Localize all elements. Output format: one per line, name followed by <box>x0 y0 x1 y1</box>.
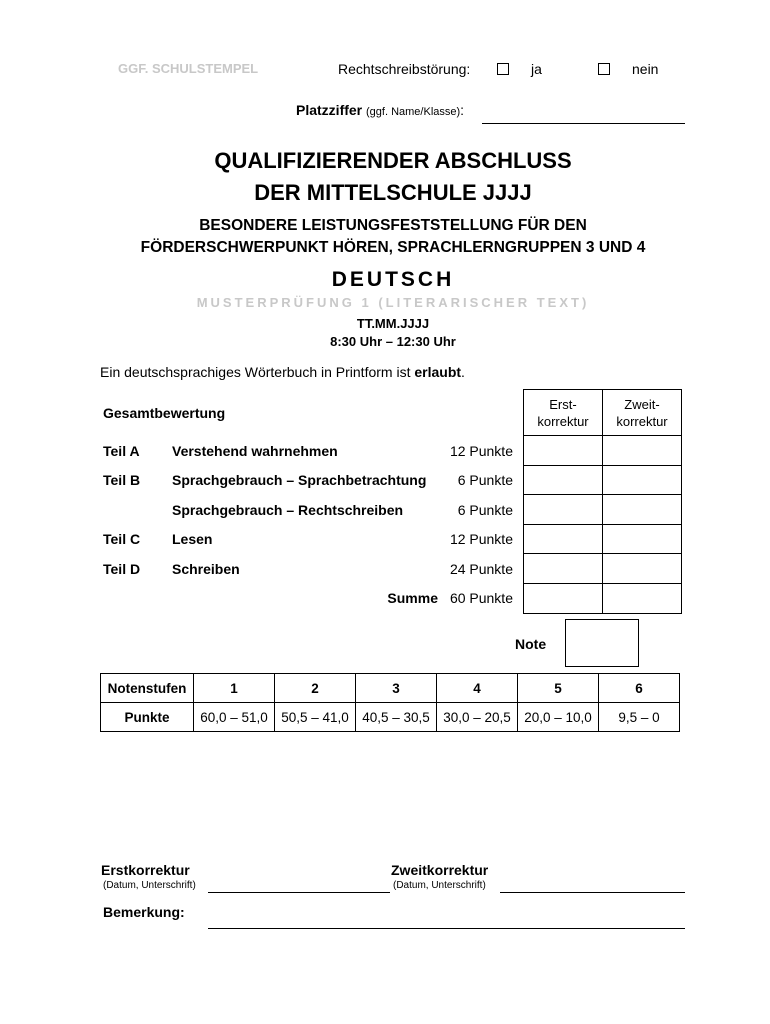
erst-score-cell[interactable] <box>524 465 603 495</box>
dyslexia-label: Rechtschreibstörung: <box>338 61 471 77</box>
part-points: 6 Punkte <box>457 472 513 488</box>
platzziffer-field[interactable] <box>482 123 685 124</box>
dictionary-end: . <box>461 364 465 380</box>
part-label: Teil A <box>103 443 140 459</box>
grade-scale-table <box>100 673 680 732</box>
zweit-header-line1: Zweit- <box>624 396 660 412</box>
grading-title: Gesamtbewertung <box>103 405 226 421</box>
school-stamp-placeholder: GGF. SCHULSTEMPEL <box>118 61 259 76</box>
exam-time: 8:30 Uhr – 12:30 Uhr <box>330 334 456 349</box>
points-range-cell: 60,0 – 51,0 <box>194 703 275 732</box>
grade-cell: 4 <box>437 674 518 703</box>
part-name: Sprachgebrauch – Rechtschreiben <box>172 502 404 518</box>
dyslexia-yes-label: ja <box>531 61 542 77</box>
subtitle-line1: BESONDERE LEISTUNGSFESTSTELLUNG FÜR DEN <box>199 217 587 234</box>
grade-cell: 2 <box>275 674 356 703</box>
erstkorrektur-header <box>524 390 603 436</box>
platzziffer-hint: (ggf. Name/Klasse) <box>366 106 461 118</box>
erst-header-line2: korrektur <box>537 413 589 429</box>
zweit-score-cell[interactable] <box>603 436 682 466</box>
part-label: Teil D <box>103 561 141 577</box>
erst-header-line1: Erst- <box>549 396 577 412</box>
subject-title: DEUTSCH <box>331 268 455 291</box>
subtitle-line2: FÖRDERSCHWERPUNKT HÖREN, SPRACHLERNGRUPPEN 3 UND 4 <box>140 239 646 256</box>
zweitkorrektur-signature-line[interactable] <box>500 892 685 893</box>
erst-score-cell[interactable] <box>524 495 603 525</box>
dyslexia-yes-checkbox[interactable] <box>497 63 509 75</box>
grade-cell: 5 <box>518 674 599 703</box>
platzziffer-label <box>296 102 464 118</box>
zweit-header-line2: korrektur <box>616 413 668 429</box>
points-range-cell: 50,5 – 41,0 <box>275 703 356 732</box>
platzziffer-colon: : <box>460 102 465 118</box>
part-label: Teil B <box>103 472 141 488</box>
erst-score-cell[interactable] <box>524 524 603 554</box>
dyslexia-no-label: nein <box>632 61 659 77</box>
dictionary-text: Ein deutschsprachiges Wörterbuch in Printform ist <box>100 364 415 380</box>
part-points: 24 Punkte <box>449 561 513 577</box>
dictionary-note <box>100 364 465 380</box>
note-field[interactable] <box>565 619 639 667</box>
zweit-score-cell[interactable] <box>603 524 682 554</box>
points-range-cell: 9,5 – 0 <box>599 703 680 732</box>
correction-table <box>523 389 682 614</box>
erst-sum-cell[interactable] <box>524 583 603 613</box>
zweitkorrektur-label: Zweitkorrektur <box>391 862 489 878</box>
remarks-line[interactable] <box>208 928 685 929</box>
zweit-score-cell[interactable] <box>603 495 682 525</box>
points-row-label: Punkte <box>101 703 194 732</box>
erstkorrektur-hint: (Datum, Unterschrift) <box>103 880 196 891</box>
part-name: Verstehend wahrnehmen <box>172 443 338 459</box>
page-title-line1: QUALIFIZIERENDER ABSCHLUSS <box>214 148 572 173</box>
erst-score-cell[interactable] <box>524 436 603 466</box>
exam-variant: MUSTERPRÜFUNG 1 (LITERARISCHER TEXT) <box>196 295 590 310</box>
part-points: 12 Punkte <box>449 443 513 459</box>
part-points: 12 Punkte <box>449 531 513 547</box>
zweitkorrektur-hint: (Datum, Unterschrift) <box>393 880 486 891</box>
page-title-line2: DER MITTELSCHULE JJJJ <box>254 180 532 205</box>
erstkorrektur-label: Erstkorrektur <box>101 862 190 878</box>
dictionary-allowed: erlaubt <box>414 364 462 380</box>
erstkorrektur-signature-line[interactable] <box>208 892 390 893</box>
remarks-label: Bemerkung: <box>103 904 185 920</box>
points-range-cell: 30,0 – 20,5 <box>437 703 518 732</box>
part-name: Sprachgebrauch – Sprachbetrachtung <box>172 472 427 488</box>
part-name: Schreiben <box>172 561 240 577</box>
platzziffer-label-bold: Platzziffer <box>296 102 363 118</box>
points-range-cell: 20,0 – 10,0 <box>518 703 599 732</box>
points-range-cell: 40,5 – 30,5 <box>356 703 437 732</box>
grade-cell: 6 <box>599 674 680 703</box>
note-label: Note <box>515 636 547 652</box>
sum-points: 60 Punkte <box>449 590 513 606</box>
grade-scale-header: Notenstufen <box>101 674 194 703</box>
part-points: 6 Punkte <box>457 502 513 518</box>
erst-score-cell[interactable] <box>524 554 603 584</box>
zweit-score-cell[interactable] <box>603 554 682 584</box>
zweit-score-cell[interactable] <box>603 465 682 495</box>
zweitkorrektur-header <box>603 390 682 436</box>
sum-label: Summe <box>387 590 438 606</box>
dyslexia-no-checkbox[interactable] <box>598 63 610 75</box>
exam-date: TT.MM.JJJJ <box>356 316 430 331</box>
zweit-sum-cell[interactable] <box>603 583 682 613</box>
part-label: Teil C <box>103 531 141 547</box>
grade-cell: 1 <box>194 674 275 703</box>
grade-cell: 3 <box>356 674 437 703</box>
part-name: Lesen <box>172 531 213 547</box>
